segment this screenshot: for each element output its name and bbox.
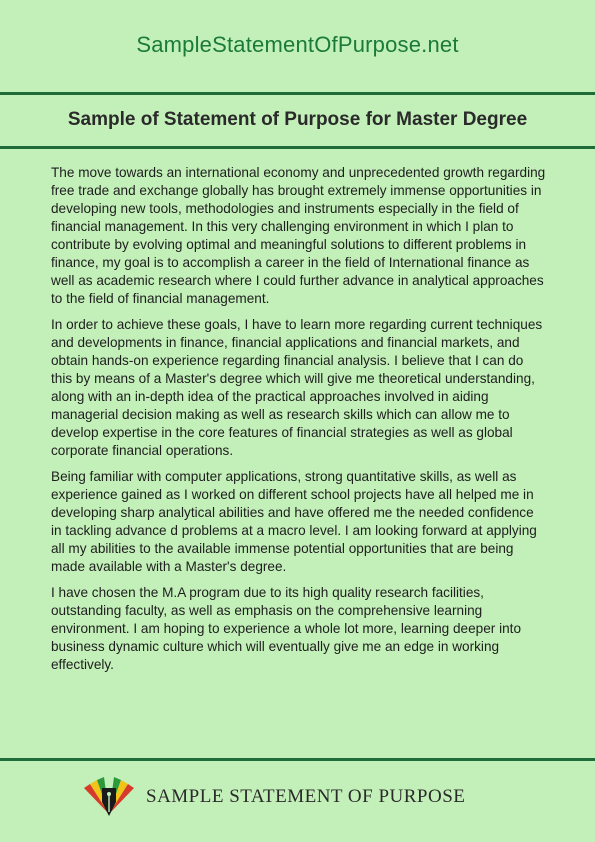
page-title: Sample of Statement of Purpose for Master Degree [67, 109, 528, 130]
statement-body [51, 164, 547, 682]
footer-rule [0, 758, 595, 761]
paragraph-1: The move towards an international economy and unprecedented growth regarding free trade and exchange globally has brought extremely immense opportunities in developing new tools, methodologies and instruments especially in the field of financial management. In this very challenging environment in which I plan to contribute by evolving optimal and meaningful solutions to different problems in finance, my goal is to accomplish a career in the field of International finance as well as academic research where I could further advance in analytical approaches to the field of financial management. [51, 165, 546, 306]
footer-logo [80, 772, 465, 822]
footer-brand: SAMPLE STATEMENT OF PURPOSE [146, 786, 466, 807]
paragraph-3: Being familiar with computer applications, strong quantitative skills, as well as experience gained as I worked on different school projects have all helped me in developing sharp analytical abilities and have offered me the needed confidence in tackling advance d problems at a macro level. I am looking forward at applying all my abilities to the available immense potential opportunities that are being made available with a Master's degree. [51, 469, 537, 574]
site-name[interactable]: SampleStatementOfPurpose.net [136, 32, 459, 57]
title-rule [0, 146, 595, 149]
top-rule [0, 92, 595, 95]
paragraph-2: In order to achieve these goals, I have to learn more regarding current techniques and developments in finance, financial applications and financial markets, and obtain hands-on experience regarding financial analysis. I believe that I can do this by means of a Master's degree which will give me theoretical understanding, along with an in-depth idea of the practical approaches involved in aiding managerial decision making as well as research skills which can allow me to develop expertise in the core features of financial strategies as well as global corporate financial operations. [51, 317, 543, 458]
paragraph-4: I have chosen the M.A program due to its high quality research facilities, outstanding faculty, as well as emphasis on the comprehensive learning environment. I am hoping to experience a whole lot more, learning deeper into business dynamic culture which will eventually give me an edge in working effectively. [51, 585, 522, 672]
pen-nib-fan-logo-icon [80, 774, 138, 820]
